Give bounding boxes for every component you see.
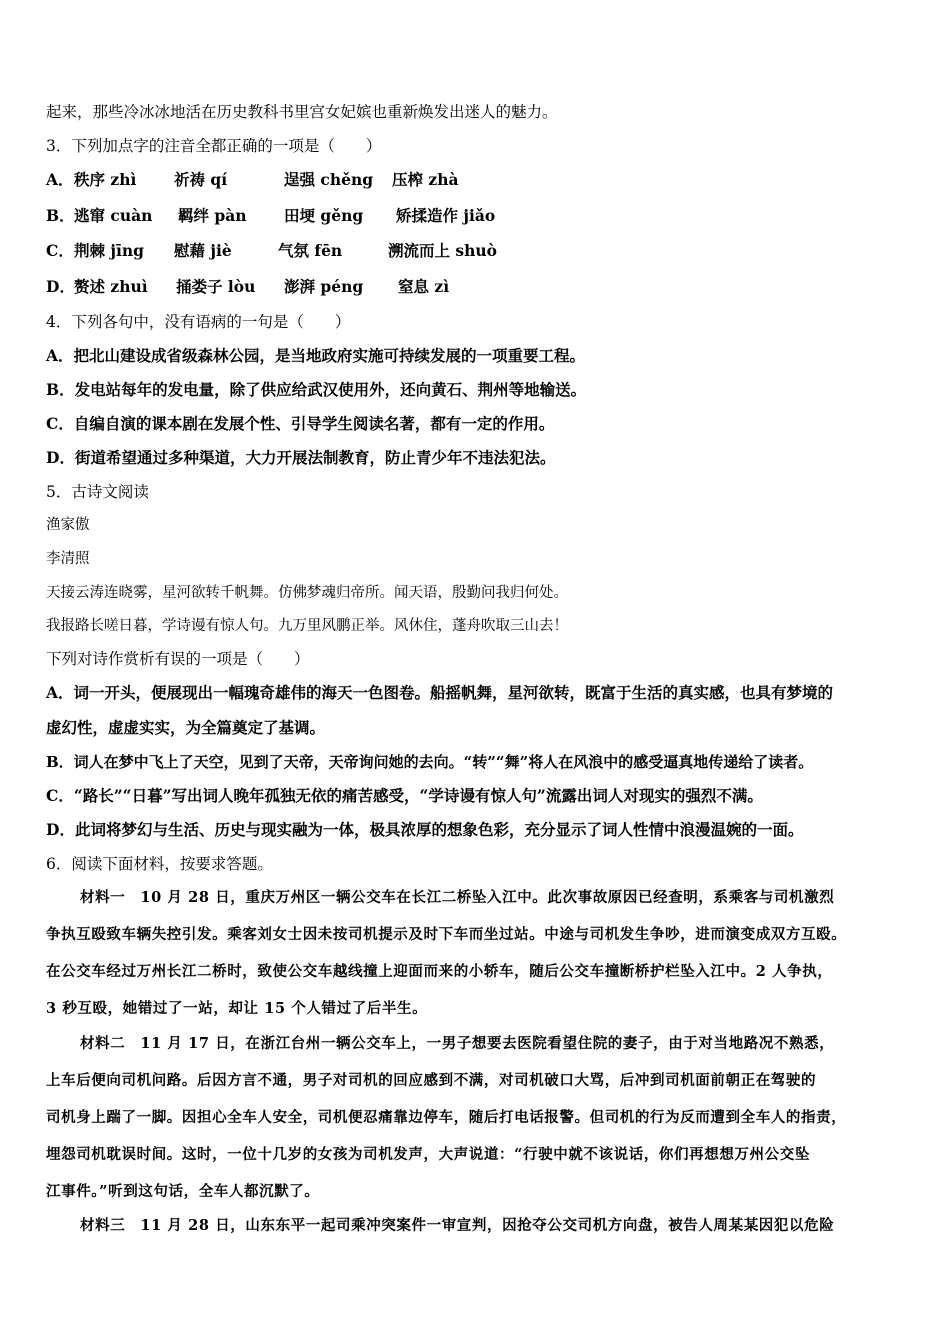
q6-stem: 6．阅读下面材料，按要求答题。 <box>46 855 273 873</box>
q3-c-item-3: 气氛 fēn <box>278 241 343 260</box>
q3-b-item-4: 矫揉造作 jiǎo <box>396 206 496 225</box>
q4-option-b: B．发电站每年的发电量，除了供应给武汉使用外，还向黄石、荆州等地输送。 <box>46 380 587 399</box>
material-2-line-3: 司机身上踹了一脚。因担心全车人安全，司机便忍痛靠边停车，随后打电话报警。但司机的行为反而遭到全车人的指责， <box>46 1109 847 1126</box>
q4-option-a: A．把北山建设成省级森林公园，是当地政府实施可持续发展的一项重要工程。 <box>46 346 586 365</box>
material-1-line-2: 争执互殴致车辆失控引发。乘客刘女士因未按司机提示及时下车而坐过站。中途与司机发生争吵，进而演变成双方互殴。 <box>46 926 847 943</box>
q3-d-item-2: 捅娄子 lòu <box>176 277 256 296</box>
q3-b-item-1: 逃窜 cuàn <box>74 206 153 225</box>
q3-a-item-3: 逞强 chěng <box>284 170 374 189</box>
poem-line-1: 天接云涛连晓雾，星河欲转千帆舞。仿佛梦魂归帝所。闻天语，殷勤问我归何处。 <box>46 585 568 601</box>
q3-c-item-4: 溯流而上 shuò <box>388 241 497 260</box>
q5-option-a: A．词一开头，便展现出一幅瑰奇雄伟的海天一色图卷。船摇帆舞，星河欲转，既富于生活的真实感，也具有梦境的 <box>46 683 834 702</box>
q3-c-item-1: 荆棘 jīng <box>74 241 144 260</box>
q5-stem: 5．古诗文阅读 <box>46 483 149 501</box>
material-3-line-1: 材料三 11 月 28 日，山东东平一起司乘冲突案件一审宣判，因抢夺公交司机方向盘，被告人周某某因犯以危险 <box>80 1217 835 1234</box>
intro-line: 起来，那些冷冰冰地活在历史教科书里宫女妃嫔也重新焕发出迷人的魅力。 <box>46 103 558 121</box>
q4-option-d: D．街道希望通过多种渠道，大力开展法制教育，防止青少年不违法犯法。 <box>46 448 556 467</box>
q3-b-item-2: 羁绊 pàn <box>178 206 247 225</box>
material-2-line-5: 江事件。”听到这句话，全车人都沉默了。 <box>46 1183 320 1200</box>
q3-d-item-1: 赘述 zhuì <box>74 277 148 296</box>
q4-stem: 4．下列各句中，没有语病的一句是（ ） <box>46 313 351 331</box>
material-1-line-4: 3 秒互殴，她错过了一站，却让 15 个人错过了后半生。 <box>46 1000 428 1017</box>
q3-a-item-2: 祈祷 qí <box>174 170 228 189</box>
q3-a-item-1: 秩序 zhì <box>74 170 137 189</box>
q3-d-item-3: 澎湃 péng <box>284 277 364 296</box>
q3-a-item-4: 压榨 zhà <box>392 170 459 189</box>
poem-author: 李清照 <box>46 551 90 567</box>
q3-d-item-4: 窒息 zì <box>398 277 450 296</box>
q4-option-c: C．自编自演的课本剧在发展个性、引导学生阅读名著，都有一定的作用。 <box>46 414 555 433</box>
material-1-line-1: 材料一 10 月 28 日，重庆万州区一辆公交车在长江二桥坠入江中。此次事故原因已经查明，系乘客与司机激烈 <box>80 889 835 906</box>
q5-option-d: D．此词将梦幻与生活、历史与现实融为一体，极具浓厚的想象色彩，充分显示了词人性情中浪漫温婉的一面。 <box>46 820 804 839</box>
q3-b-item-3: 田埂 gěng <box>284 206 364 225</box>
material-2-line-1: 材料二 11 月 17 日，在浙江台州一辆公交车上，一男子想要去医院看望住院的妻子，由于对当地路况不熟悉， <box>80 1035 835 1052</box>
poem-line-2: 我报路长嗟日暮，学诗谩有惊人句。九万里风鹏正举。风休住，蓬舟吹取三山去！ <box>46 618 568 634</box>
q5-option-b: B．词人在梦中飞上了天空，见到了天帝，天帝询问她的去向。“转”“舞”将人在风浪中的感受逼真地传递给了读者。 <box>46 753 814 771</box>
document-page: 起来，那些冷冰冰地活在历史教科书里宫女妃嫔也重新焕发出迷人的魅力。 3．下列加点字的注音全都正确的一项是（ ） A． 秩序 zhì 祈祷 qí 逞强 chěng 压榨 zhà B． 逃窜 cuàn 羁绊 pàn 田埂 gěng 矫揉造作 jiǎo C． 荆棘 jīng 慰藉 jiè 气氛 fēn 溯流而上 shuò D． 赘述 zhuì 捅娄子 lòu 澎湃 péng 窒息 zì 4．下列各句中，没有语病的一句是（ ） A．把北山建设成省级森林公园，是当地政府实施可持续发展的一项重要工程。 B．发电站每年的发电量，除了供应给武汉使用外，还向黄石、荆州等地输送。 C．自编自演的课本剧在发展个性、引导学生阅读名著，都有一定的作用。 D．街道希望通过多种渠道，大力开展法制教育，防止青少年不违法犯法。 5．古诗文阅读 渔家傲 李清照 天接云涛连晓雾，星河欲转千帆舞。仿佛梦魂归帝所。闻天语，殷勤问我归何处。 我报路长嗟日暮，学诗谩有惊人句。九万里风鹏正举。风休住，蓬舟吹取三山去！ 下列对诗作赏析有误的一项是（ ） A．词一开头，便展现出一幅瑰奇雄伟的海天一色图卷。船摇帆舞，星河欲转，既富于生活的真实感，也具有梦境的 虚幻性，虚虚实实，为全篇奠定了基调。 B．词人在梦中飞上了天空，见到了天帝，天帝询问她的去向。“转”“舞”将人在风浪中的感受逼真地传递给了读者。 C．“路长”“日暮”写出词人晚年孤独无依的痛苦感受，“学诗谩有惊人句”流露出词人对现实的强烈不满。 D．此词将梦幻与生活、历史与现实融为一体，极具浓厚的想象色彩，充分显示了词人性情中浪漫温婉的一面。 6．阅读下面材料，按要求答题。 材料一 10 月 28 日，重庆万州区一辆公交车在长江二桥坠入江中。此次事故原因已经查明，系乘客与司机激烈 争执互殴致车辆失控引发。乘客刘女士因未按司机提示及时下车而坐过站。中途与司机发生争吵，进而演变成双方互殴。 在公交车经过万州长江二桥时，致使公交车越线撞上迎面而来的小轿车，随后公交车撞断桥护栏坠入江中。2 人争执， 3 秒互殴，她错过了一站，却让 15 个人错过了后半生。 材料二 11 月 17 日，在浙江台州一辆公交车上，一男子想要去医院看望住院的妻子，由于对当地路况不熟悉， 上车后便向司机问路。后因方言不通，男子对司机的回应感到不满，对司机破口大骂，后冲到司机面前朝正在驾驶的 司机身上踹了一脚。因担心全车人安全，司机便忍痛靠边停车，随后打电话报警。但司机的行为反而遭到全车人的指责， 埋怨司机耽误时间。这时，一位十几岁的女孩为司机发声，大声说道：“行驶中就不该说话，你们再想想万州公交坠 江事件。”听到这句话，全车人都沉默了。 材料三 11 月 28 日，山东东平一起司乘冲突案件一审宣判，因抢夺公交司机方向盘，被告人周某某因犯以危险 <box>46 103 847 1234</box>
material-1-line-3: 在公交车经过万州长江二桥时，致使公交车越线撞上迎面而来的小轿车，随后公交车撞断桥护栏坠入江中。2 人争执， <box>46 963 833 980</box>
q3-stem: 3．下列加点字的注音全都正确的一项是（ ） <box>46 137 382 155</box>
poem-title: 渔家傲 <box>46 517 90 533</box>
material-2-line-4: 埋怨司机耽误时间。这时，一位十几岁的女孩为司机发声，大声说道：“行驶中就不该说话，你们再想想万州公交坠 <box>46 1146 810 1163</box>
q5-option-c: C．“路长”“日暮”写出词人晚年孤独无依的痛苦感受，“学诗谩有惊人句”流露出词人对现实的强烈不满。 <box>46 786 763 805</box>
q5-question: 下列对诗作赏析有误的一项是（ ） <box>46 650 310 668</box>
q3-c-item-2: 慰藉 jiè <box>174 241 232 260</box>
q5-option-a-cont: 虚幻性，虚虚实实，为全篇奠定了基调。 <box>46 718 326 737</box>
material-2-line-2: 上车后便向司机问路。后因方言不通，男子对司机的回应感到不满，对司机破口大骂，后冲到司机面前朝正在驾驶的 <box>46 1072 817 1089</box>
